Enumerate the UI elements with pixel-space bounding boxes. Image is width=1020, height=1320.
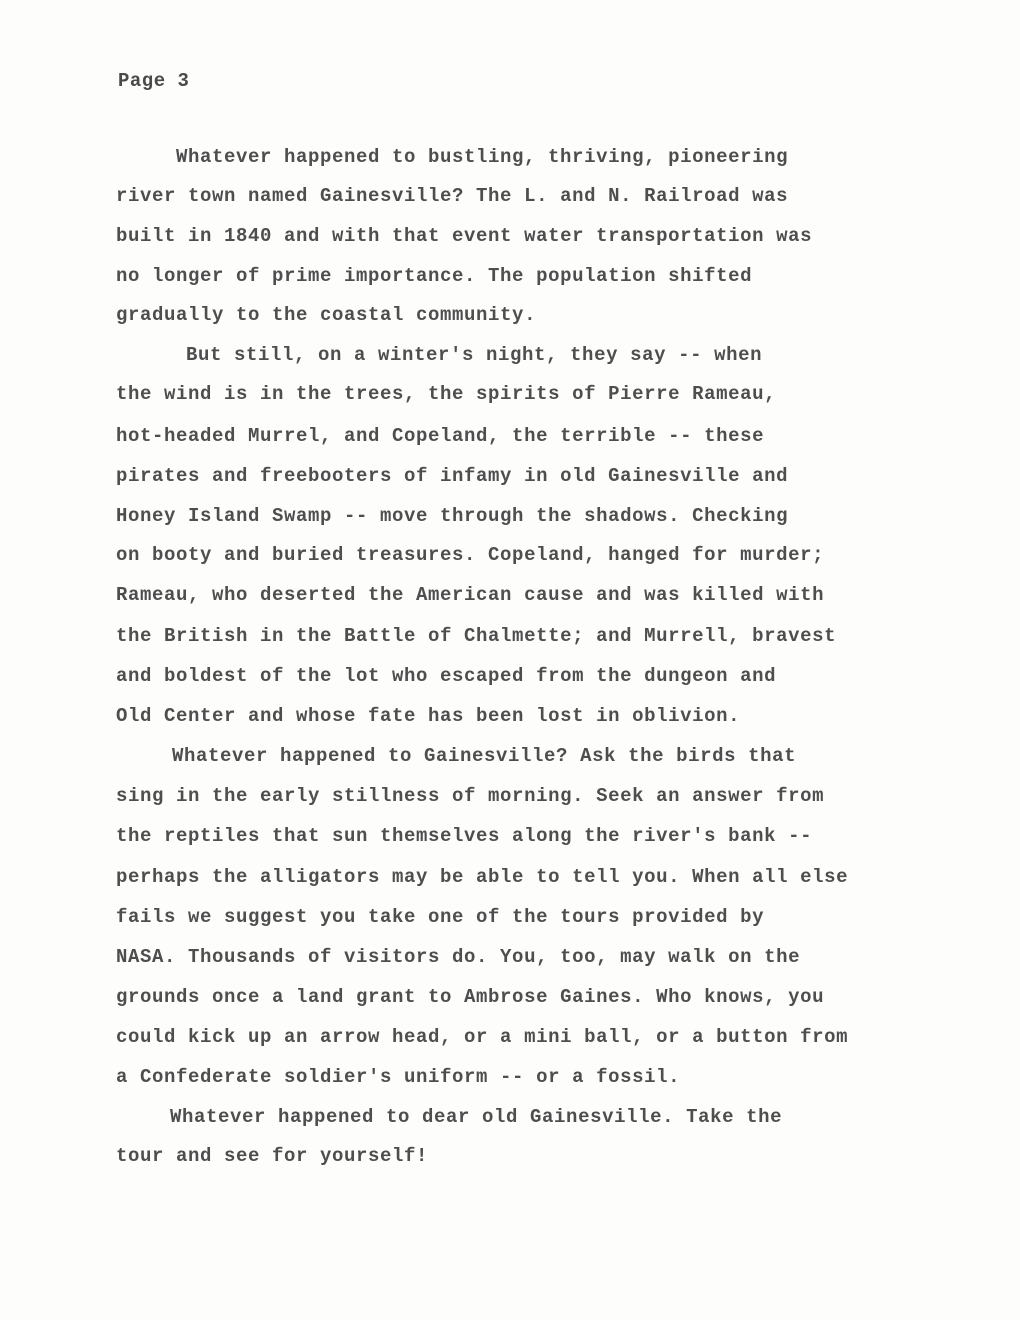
text-line: Whatever happened to dear old Gainesville. Take the [170, 1106, 783, 1128]
text-line: the British in the Battle of Chalmette; and Murrell, bravest [116, 625, 837, 647]
text-line: tour and see for yourself! [116, 1145, 429, 1167]
text-line: grounds once a land grant to Ambrose Gaines. Who knows, you [116, 986, 825, 1008]
text-line: gradually to the coastal community. [116, 304, 537, 326]
text-line: pirates and freebooters of infamy in old Gainesville and [116, 465, 789, 487]
text-line: the wind is in the trees, the spirits of Pierre Rameau, [116, 383, 777, 405]
text-line: river town named Gainesville? The L. and N. Railroad was [116, 185, 789, 207]
text-line: fails we suggest you take one of the tours provided by [116, 906, 765, 928]
text-line: the reptiles that sun themselves along the river's bank -- [116, 825, 813, 847]
text-line: and boldest of the lot who escaped from the dungeon and [116, 665, 777, 687]
text-line: perhaps the alligators may be able to tell you. When all else [116, 866, 849, 888]
text-line: no longer of prime importance. The population shifted [116, 265, 753, 287]
text-line: Whatever happened to bustling, thriving, pioneering [176, 146, 789, 168]
text-line: a Confederate soldier's uniform -- or a fossil. [116, 1066, 681, 1088]
text-line: Whatever happened to Gainesville? Ask the birds that [172, 745, 797, 767]
text-line: built in 1840 and with that event water transportation was [116, 225, 813, 247]
page-number: Page 3 [118, 70, 190, 92]
text-line: hot-headed Murrel, and Copeland, the terrible -- these [116, 425, 765, 447]
text-line: Old Center and whose fate has been lost in oblivion. [116, 705, 741, 727]
text-line: sing in the early stillness of morning. Seek an answer from [116, 785, 825, 807]
text-line: Honey Island Swamp -- move through the shadows. Checking [116, 505, 789, 527]
text-line: NASA. Thousands of visitors do. You, too, may walk on the [116, 946, 801, 968]
text-line: But still, on a winter's night, they say -- when [186, 344, 763, 366]
text-line: on booty and buried treasures. Copeland, hanged for murder; [116, 544, 825, 566]
text-line: Rameau, who deserted the American cause and was killed with [116, 584, 825, 606]
text-line: could kick up an arrow head, or a mini ball, or a button from [116, 1026, 849, 1048]
